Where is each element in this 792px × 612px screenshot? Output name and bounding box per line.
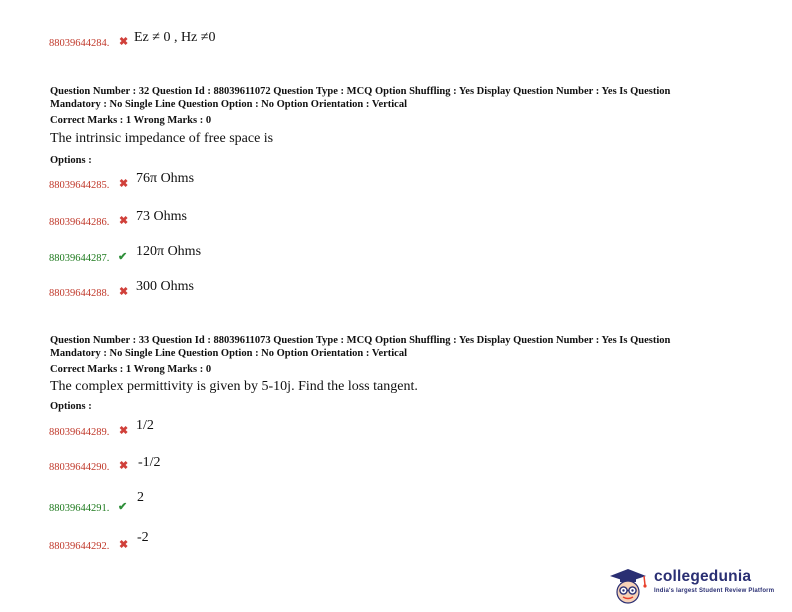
correct-check-icon: ✔: [118, 251, 128, 263]
wrong-mark-icon: ✖: [119, 215, 129, 227]
question-marks: Correct Marks : 1 Wrong Marks : 0: [50, 115, 212, 126]
option-text: Ez ≠ 0 , Hz ≠0: [134, 30, 216, 45]
wrong-mark-icon: ✖: [119, 425, 129, 437]
option-id: 88039644287.: [49, 253, 110, 264]
collegedunia-logo[interactable]: [606, 565, 786, 605]
option-id: 88039644290.: [49, 462, 110, 473]
option-id: 88039644288.: [49, 288, 110, 299]
wrong-mark-icon: ✖: [119, 539, 129, 551]
option-id: 88039644292.: [49, 541, 110, 552]
option-text: 73 Ohms: [136, 209, 187, 224]
logo-wordmark: collegedunia: [654, 568, 752, 585]
options-label: Options :: [50, 155, 92, 166]
option-text: -1/2: [138, 455, 161, 470]
option-id: 88039644289.: [49, 427, 110, 438]
option-text: 76π Ohms: [136, 171, 195, 186]
question-meta-line1: Question Number : 32 Question Id : 88039611072 Question Type : MCQ Option Shuffling : Yes Display Question Number : Yes Is Question: [50, 86, 671, 97]
options-label: Options :: [50, 401, 92, 412]
correct-check-icon: ✔: [118, 501, 128, 513]
logo-tagline: India's largest Student Review Platform: [654, 588, 775, 594]
wrong-mark-icon: ✖: [119, 286, 129, 298]
option-text: 300 Ohms: [136, 279, 194, 294]
question-text: The complex permittivity is given by 5-10j. Find the loss tangent.: [50, 379, 418, 394]
question-meta-line2: Mandatory : No Single Line Question Option : No Option Orientation : Vertical: [50, 99, 408, 110]
option-text: 120π Ohms: [136, 244, 202, 259]
wrong-mark-icon: ✖: [119, 178, 129, 190]
option-id: 88039644291.: [49, 503, 110, 514]
question-meta-line1: Question Number : 33 Question Id : 88039611073 Question Type : MCQ Option Shuffling : Yes Display Question Number : Yes Is Question: [50, 335, 671, 346]
wrong-mark-icon: ✖: [119, 36, 129, 48]
question-meta-line2: Mandatory : No Single Line Question Option : No Option Orientation : Vertical: [50, 348, 408, 359]
option-id: 88039644285.: [49, 180, 110, 191]
wrong-mark-icon: ✖: [119, 460, 129, 472]
option-text: -2: [137, 530, 149, 545]
option-text: 2: [137, 490, 144, 505]
option-id: 88039644286.: [49, 217, 110, 228]
option-text: 1/2: [136, 418, 154, 433]
mascot-icon: [606, 565, 650, 605]
question-marks: Correct Marks : 1 Wrong Marks : 0: [50, 364, 212, 375]
question-text: The intrinsic impedance of free space is: [50, 131, 274, 146]
option-id: 88039644284.: [49, 38, 110, 49]
